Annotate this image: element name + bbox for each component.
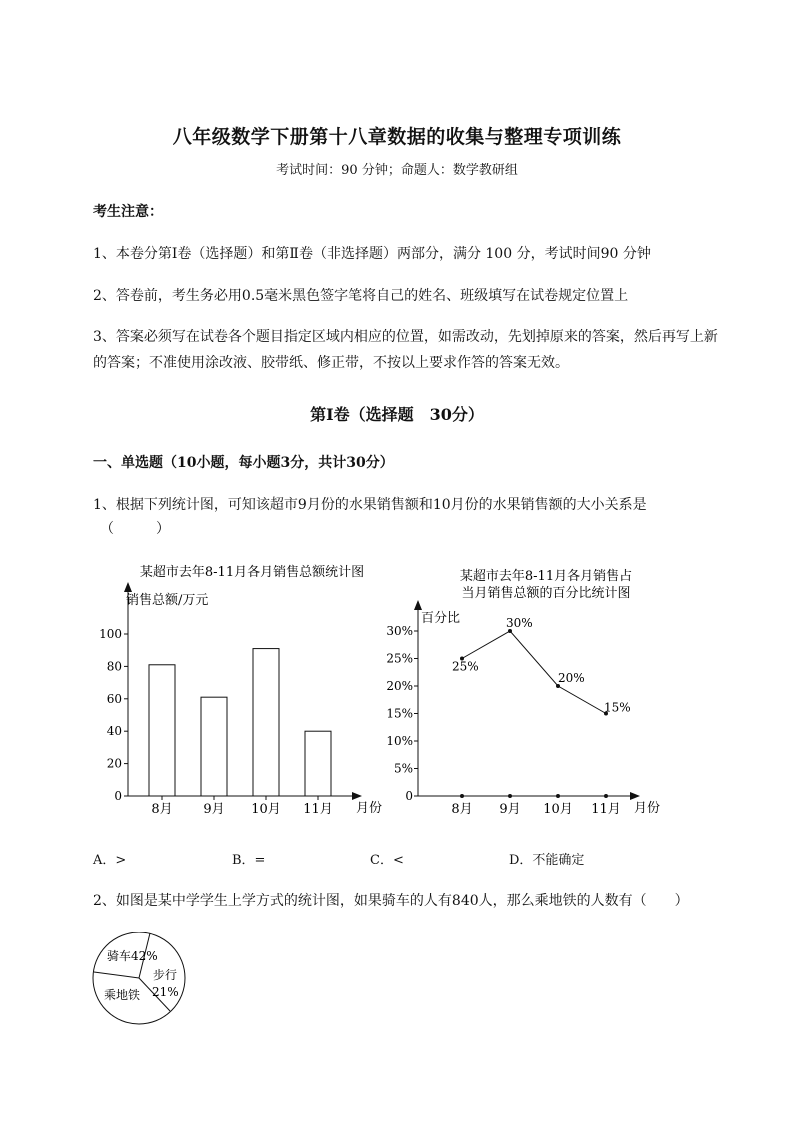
option-b: B．=: [232, 853, 266, 868]
bar-chart-y-tick-label: 40: [106, 724, 122, 739]
bar-chart-x-tick-label: 9月: [203, 802, 225, 817]
bar-chart-y-tick-label: 20: [106, 756, 122, 771]
bar-chart-y-arrow: [124, 582, 132, 592]
line-chart-y-tick-label: 5%: [393, 761, 413, 776]
line-chart-x-dot: [508, 794, 512, 798]
bar-chart-y-tick-label: 60: [106, 691, 122, 706]
bar-chart-y-tick-label: 100: [99, 627, 122, 641]
line-chart-title-1: 某超市去年8-11月各月销售占: [459, 569, 633, 584]
line-chart-x-arrow: [630, 792, 640, 800]
line-chart: [380, 560, 680, 830]
pie-label-walk-pct: 21%: [152, 985, 179, 999]
line-chart-y-tick-label: 10%: [386, 734, 413, 748]
line-chart-y-tick-label: 25%: [386, 651, 413, 666]
bar-11月: [305, 731, 331, 796]
notice-heading: 考生注意：: [93, 204, 163, 220]
question-1-blank: （ ）: [100, 521, 170, 537]
bar-chart-xlabel: 月份: [356, 801, 383, 816]
line-chart-x-tick-label: 10月: [543, 802, 573, 817]
question-1-stem: 1、根据下列统计图，可知该超市9月份的水果销售额和10月份的水果销售额的大小关系是: [93, 497, 647, 513]
line-chart-data-label: 20%: [558, 671, 585, 685]
line-chart-x-tick-label: 11月: [591, 802, 621, 817]
line-chart-data-label: 25%: [452, 659, 479, 674]
bar-chart-y-tick-label: 80: [106, 659, 122, 674]
bar-chart: [90, 560, 390, 830]
option-c: C．<: [370, 853, 404, 868]
line-chart-y-tick-label: 0: [405, 789, 413, 803]
option-d: D．不能确定: [509, 853, 585, 868]
bar-8月: [149, 665, 175, 796]
line-chart-xlabel: 月份: [634, 801, 661, 816]
pie-label-subway: 乘地铁: [104, 988, 141, 1002]
line-chart-title-2: 当月销售总额的百分比统计图: [461, 586, 631, 601]
line-chart-data-label: 30%: [506, 616, 533, 630]
line-chart-plot: [386, 600, 640, 817]
page-title: 八年级数学下册第十八章数据的收集与整理专项训练: [172, 126, 622, 148]
pie-label-walk: 步行: [153, 968, 178, 982]
line-chart-y-tick-label: 20%: [386, 679, 413, 693]
line-chart-x-tick-label: 9月: [499, 802, 521, 817]
bar-chart-plot: [99, 582, 362, 817]
question-2-stem: 2、如图是某中学学生上学方式的统计图，如果骑车的人有840人，那么乘地铁的人数有（ ）: [93, 893, 689, 909]
notice-item-2: 2、答卷前，考生务必用0.5毫米黑色签字笔将自己的姓名、班级填写在试卷规定位置上: [93, 288, 629, 304]
bar-chart-x-tick-label: 10月: [251, 802, 281, 817]
line-chart-x-dot: [604, 794, 608, 798]
pie-label-bike: 骑车42%: [107, 949, 158, 963]
notice-item-1: 1、本卷分第Ⅰ卷（选择题）和第Ⅱ卷（非选择题）两部分，满分 100 分，考试时间90 分钟: [93, 246, 651, 262]
pie-divider-1: [94, 972, 139, 978]
notice-item-3-cont: 的答案；不准使用涂改液、胶带纸、修正带，不按以上要求作答的答案无效。: [93, 355, 569, 371]
line-chart-y-arrow: [414, 600, 422, 610]
part-heading: 一、单选题（10小题，每小题3分，共计30分）: [93, 455, 394, 471]
notice-item-3: 3、答案必须写在试卷各个题目指定区域内相应的位置，如需改动，先划掉原来的答案，然后再写上新: [93, 329, 718, 345]
line-chart-ylabel: 百分比: [421, 611, 461, 626]
bar-chart-title: 某超市去年8-11月各月销售总额统计图: [139, 565, 365, 580]
bar-chart-y-tick-label: 0: [114, 789, 122, 803]
line-chart-x-dot: [556, 794, 560, 798]
line-chart-y-tick-label: 15%: [386, 706, 413, 721]
line-chart-y-tick-label: 30%: [386, 624, 413, 638]
exam-subtitle: 考试时间：90 分钟；命题人：数学教研组: [276, 163, 518, 178]
bar-chart-x-tick-label: 11月: [303, 802, 333, 817]
bar-chart-ylabel: 销售总额/万元: [126, 593, 209, 608]
bar-chart-x-arrow: [352, 792, 362, 800]
bar-9月: [201, 697, 227, 796]
bar-10月: [253, 649, 279, 796]
line-chart-data-label: 15%: [604, 700, 631, 715]
line-chart-x-dot: [460, 794, 464, 798]
pie-chart: [90, 932, 200, 1032]
line-chart-x-tick-label: 8月: [451, 802, 473, 817]
option-a: A．>: [93, 853, 127, 868]
bar-chart-x-tick-label: 8月: [151, 802, 173, 817]
section-title: 第Ⅰ卷（选择题 30分）: [310, 405, 484, 424]
